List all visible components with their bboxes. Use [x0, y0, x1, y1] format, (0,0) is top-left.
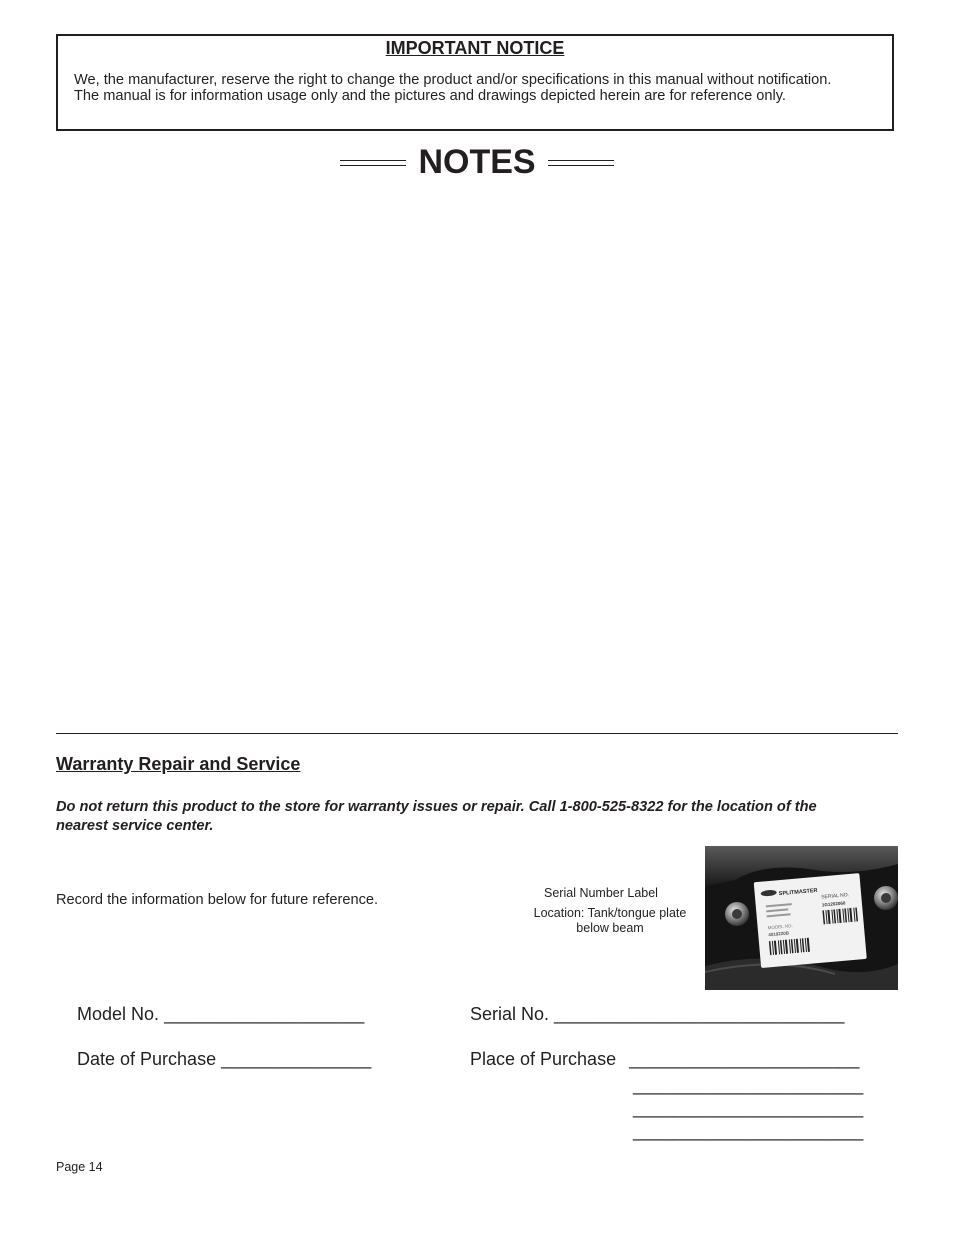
place-blank-line-4: _______________________: [633, 1121, 864, 1141]
place-of-purchase-row: [470, 1049, 859, 1070]
date-of-purchase-blank: _______________: [221, 1049, 372, 1069]
location-line-2: below beam: [576, 921, 644, 935]
notice-text: [74, 72, 894, 104]
notice-line-2: The manual is for information usage only and the pictures and drawings depicted herein are for reference only.: [74, 88, 786, 104]
serial-no-blank: _____________________________: [554, 1004, 845, 1024]
record-instruction: Record the information below for future reference.: [56, 892, 379, 908]
warranty-line-1: Do not return this product to the store for warranty issues or repair. Call 1-800-525-8322 for the location of the: [56, 799, 817, 815]
serial-label-caption: Serial Number Label: [544, 886, 658, 900]
date-of-purchase-row: [77, 1049, 371, 1070]
serial-no-label: Serial No.: [470, 1004, 550, 1024]
place-of-purchase-blank: _______________________: [629, 1049, 860, 1069]
notes-right-rule: [548, 160, 614, 166]
model-no-row: [77, 1004, 364, 1025]
place-blank-line-3: _______________________: [633, 1098, 864, 1118]
serial-label-location: [514, 906, 706, 936]
place-of-purchase-label: Place of Purchase: [470, 1049, 617, 1069]
serial-label-photo: [705, 846, 898, 990]
notice-line-1: We, the manufacturer, reserve the right to change the product and/or specifications in this manual without notification.: [74, 72, 832, 88]
place-blank-line-2: _______________________: [633, 1075, 864, 1095]
serial-no-row: [470, 1004, 844, 1025]
important-notice-box: [56, 34, 894, 131]
section-divider: [56, 733, 898, 734]
notes-heading: NOTES: [418, 143, 536, 181]
warranty-title: Warranty Repair and Service: [56, 754, 301, 774]
label-serial-value: 1G1202060: [821, 900, 846, 908]
serial-label-illustration: [705, 846, 898, 990]
page-number: Page 14: [56, 1160, 103, 1174]
model-no-label: Model No.: [77, 1004, 160, 1024]
model-no-blank: ____________________: [164, 1004, 365, 1024]
label-serial-heading: SERIAL NO.: [821, 892, 850, 901]
warranty-text: [56, 798, 886, 836]
warranty-line-2: nearest service center.: [56, 818, 214, 834]
location-line-1: Location: Tank/tongue plate: [533, 906, 687, 920]
label-brand: SPLITMASTER: [778, 887, 818, 898]
label-model-value: 4019220B: [768, 930, 790, 938]
date-of-purchase-label: Date of Purchase: [77, 1049, 217, 1069]
notice-title: IMPORTANT NOTICE: [385, 38, 565, 58]
label-model-heading: MODEL NO.: [767, 923, 793, 931]
